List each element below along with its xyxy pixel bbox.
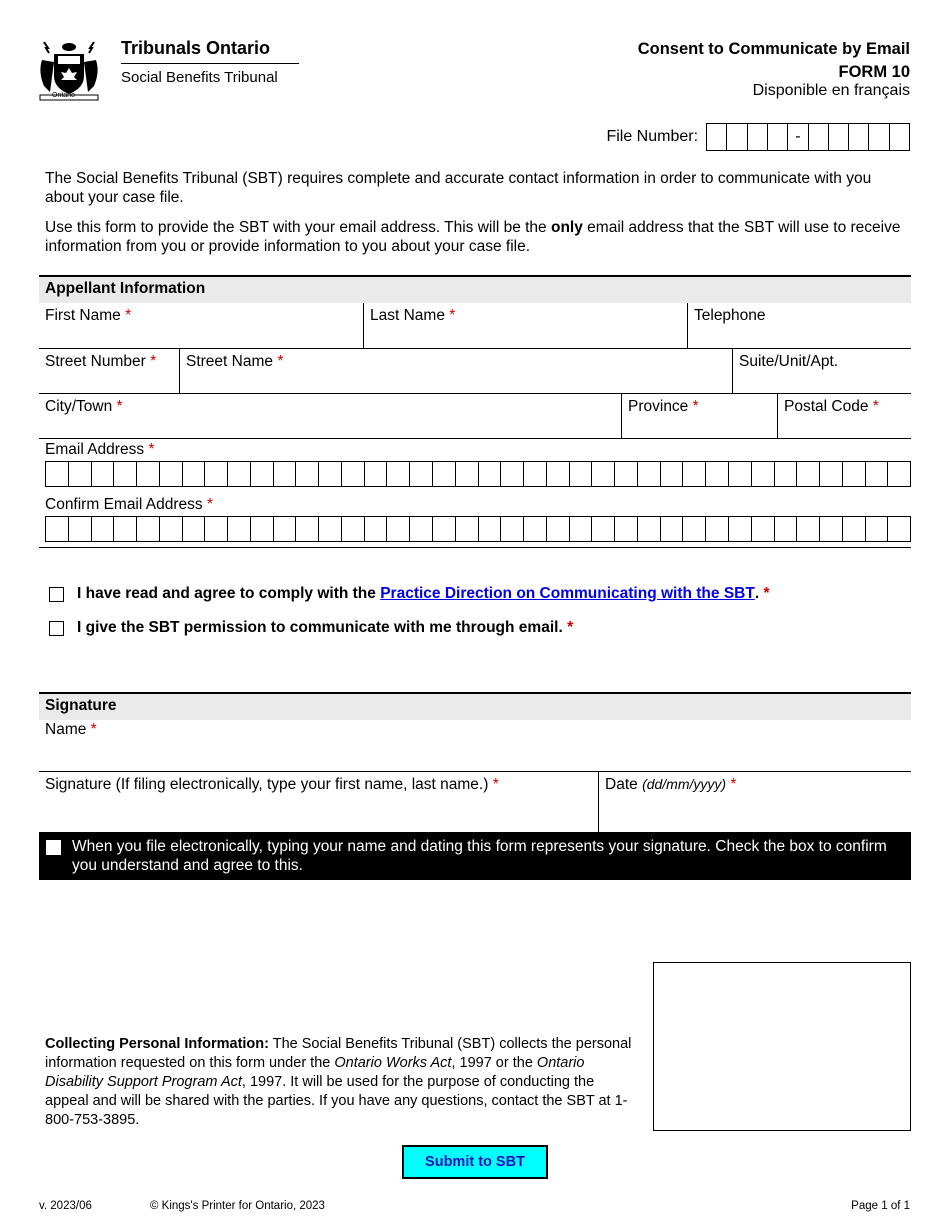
province-field[interactable]: [621, 394, 777, 438]
email-char-cell[interactable]: [775, 517, 798, 541]
confirm-email-label-block: [45, 496, 213, 514]
email-char-cell[interactable]: [160, 462, 183, 486]
email-char-cell[interactable]: [160, 517, 183, 541]
email-char-cell[interactable]: [365, 517, 388, 541]
email-char-cell[interactable]: [251, 462, 274, 486]
intro-text-span: Use this form to provide the SBT with your email address. This will be the: [45, 219, 551, 236]
email-char-cell[interactable]: [205, 462, 228, 486]
street-name-field[interactable]: [179, 349, 732, 393]
submit-button[interactable]: Submit to SBT: [402, 1145, 548, 1179]
file-number-digit[interactable]: [748, 124, 768, 150]
file-number-digit[interactable]: [707, 124, 727, 150]
email-char-cell[interactable]: [866, 462, 889, 486]
required-mark: *: [125, 307, 132, 324]
email-char-cell[interactable]: [683, 517, 706, 541]
email-char-cell[interactable]: [729, 462, 752, 486]
org-name: Tribunals Ontario: [121, 38, 271, 58]
file-number-digit[interactable]: [869, 124, 889, 150]
electronic-signature-text: When you file electronically, typing your name and dating this form represents your signature. Check the box to confirm you understand and agree to this.: [72, 838, 887, 874]
first-name-label: First Name: [45, 307, 121, 324]
first-name-field[interactable]: [39, 303, 363, 348]
agree-practice-direction-line: [49, 585, 770, 603]
required-mark: *: [277, 353, 284, 370]
email-char-cell[interactable]: [592, 462, 615, 486]
email-char-cell[interactable]: [661, 462, 684, 486]
signature-field[interactable]: [39, 772, 598, 832]
required-mark: *: [449, 307, 456, 324]
email-char-cell[interactable]: [797, 517, 820, 541]
file-number-digit[interactable]: [829, 124, 849, 150]
electronic-signature-confirm-bar: [39, 832, 911, 880]
org-divider: [121, 63, 299, 64]
required-mark: *: [872, 398, 879, 415]
email-char-cell[interactable]: [866, 517, 889, 541]
form-number: FORM 10: [838, 63, 910, 81]
email-char-cell[interactable]: [775, 462, 798, 486]
email-char-cell[interactable]: [137, 517, 160, 541]
practice-direction-link[interactable]: Practice Direction on Communicating with the SBT: [380, 585, 755, 602]
telephone-field[interactable]: [687, 303, 911, 348]
required-mark: *: [150, 353, 157, 370]
email-char-cell[interactable]: [387, 462, 410, 486]
email-char-cell[interactable]: [456, 517, 479, 541]
intro-text: [45, 169, 905, 267]
signature-name-label: Name: [45, 721, 87, 738]
email-char-cell[interactable]: [365, 462, 388, 486]
email-char-cell[interactable]: [592, 517, 615, 541]
file-number-digit[interactable]: [809, 124, 829, 150]
email-char-cell[interactable]: [456, 462, 479, 486]
last-name-field[interactable]: [363, 303, 687, 348]
signature-date-row: [39, 772, 911, 832]
street-number-label: Street Number: [45, 353, 146, 370]
privacy-act-name: Ontario Works Act: [334, 1055, 452, 1071]
email-char-cell[interactable]: [46, 517, 69, 541]
intro-text-span: email address that the SBT will use to receive information from you or provide information to you about your case file.: [45, 219, 901, 255]
email-char-cell[interactable]: [615, 517, 638, 541]
privacy-text: The Social Benefits Tribunal (SBT) collects the personal information requested on this form under the: [45, 1036, 632, 1071]
email-char-cell[interactable]: [570, 462, 593, 486]
required-mark: *: [116, 398, 123, 415]
city-row: [39, 394, 911, 439]
electronic-signature-checkbox[interactable]: [46, 840, 61, 855]
suite-label: Suite/Unit/Apt.: [739, 353, 839, 370]
required-mark: *: [492, 776, 499, 793]
email-char-cell[interactable]: [843, 462, 866, 486]
email-char-cell[interactable]: [342, 462, 365, 486]
email-char-cell[interactable]: [752, 517, 775, 541]
email-permission-text: I give the SBT permission to communicate with me through email.: [77, 619, 563, 636]
province-label: Province: [628, 398, 689, 415]
street-number-field[interactable]: [39, 349, 179, 393]
email-char-cell[interactable]: [661, 517, 684, 541]
section-divider: [39, 547, 911, 548]
email-char-cell[interactable]: [410, 517, 433, 541]
french-availability: Disponible en français: [752, 82, 910, 99]
email-char-cell[interactable]: [342, 517, 365, 541]
confirm-email-input[interactable]: [45, 516, 911, 542]
intro-paragraph-2: [45, 218, 905, 256]
email-char-cell[interactable]: [501, 517, 524, 541]
email-char-cell[interactable]: [638, 462, 661, 486]
email-char-cell[interactable]: [228, 462, 251, 486]
required-mark: *: [692, 398, 699, 415]
email-char-cell[interactable]: [410, 462, 433, 486]
date-format: (dd/mm/yyyy): [642, 776, 727, 792]
email-char-cell[interactable]: [797, 462, 820, 486]
email-input[interactable]: [45, 461, 911, 487]
email-char-cell[interactable]: [888, 517, 911, 541]
email-char-cell[interactable]: [296, 462, 319, 486]
email-char-cell[interactable]: [638, 517, 661, 541]
email-char-cell[interactable]: [683, 462, 706, 486]
last-name-label: Last Name: [370, 307, 445, 324]
email-char-cell[interactable]: [615, 462, 638, 486]
email-char-cell[interactable]: [433, 462, 456, 486]
email-char-cell[interactable]: [706, 517, 729, 541]
email-char-cell[interactable]: [274, 462, 297, 486]
email-char-cell[interactable]: [820, 462, 843, 486]
email-label: Email Address: [45, 441, 145, 458]
signature-name-field[interactable]: [39, 720, 911, 771]
required-mark: *: [730, 776, 737, 793]
agree-practice-direction-checkbox[interactable]: [49, 587, 64, 602]
email-permission-checkbox[interactable]: [49, 621, 64, 636]
street-name-label: Street Name: [186, 353, 274, 370]
email-char-cell[interactable]: [46, 462, 69, 486]
privacy-heading: Collecting Personal Information:: [45, 1036, 269, 1052]
footer-copyright: © Kings's Printer for Ontario, 2023: [150, 1200, 325, 1212]
email-char-cell[interactable]: [319, 517, 342, 541]
email-char-cell[interactable]: [114, 517, 137, 541]
email-char-cell[interactable]: [547, 517, 570, 541]
file-number-boxes: [706, 123, 910, 151]
email-char-cell[interactable]: [524, 462, 547, 486]
intro-paragraph-1: The Social Benefits Tribunal (SBT) requires complete and accurate contact information in order to communicate with you about your case file.: [45, 170, 872, 206]
signature-label: Signature (If filing electronically, type your first name, last name.): [45, 776, 489, 793]
email-char-cell[interactable]: [524, 517, 547, 541]
email-char-cell[interactable]: [888, 462, 911, 486]
privacy-text: , 1997. It will be used for the purpose of conducting the appeal and will be shared with the parties. If you have any questions, contact the SBT at 1-800-753-3895.: [45, 1074, 628, 1128]
form-title-block: [638, 38, 910, 84]
email-char-cell[interactable]: [69, 517, 92, 541]
required-mark: *: [567, 619, 574, 636]
privacy-act-name: Ontario Disability Support Program Act: [45, 1055, 585, 1090]
email-char-cell[interactable]: [433, 517, 456, 541]
confirm-email-label: Confirm Email Address: [45, 496, 203, 513]
footer-version: v. 2023/06: [39, 1200, 92, 1212]
appellant-section-heading: Appellant Information: [39, 275, 911, 303]
city-label: City/Town: [45, 398, 113, 415]
email-char-cell[interactable]: [92, 517, 115, 541]
postal-code-label: Postal Code: [784, 398, 869, 415]
file-number-digit[interactable]: [768, 124, 788, 150]
required-mark: *: [763, 585, 770, 602]
file-number-label: File Number:: [606, 128, 699, 145]
file-number-digit[interactable]: [849, 124, 869, 150]
email-char-cell[interactable]: [228, 517, 251, 541]
privacy-text: , 1997 or the: [451, 1055, 537, 1071]
file-number-digit[interactable]: [727, 124, 747, 150]
postal-code-field[interactable]: [777, 394, 911, 438]
email-char-cell[interactable]: [387, 517, 410, 541]
email-char-cell[interactable]: [752, 462, 775, 486]
email-char-cell[interactable]: [729, 517, 752, 541]
signature-name-row: [39, 720, 911, 772]
agree-text-end: .: [754, 585, 760, 602]
email-char-cell[interactable]: [319, 462, 342, 486]
email-char-cell[interactable]: [296, 517, 319, 541]
footer-page-number: Page 1 of 1: [851, 1200, 910, 1212]
email-char-cell[interactable]: [251, 517, 274, 541]
file-number-digit[interactable]: [890, 124, 910, 150]
date-field[interactable]: [598, 772, 911, 832]
suite-field[interactable]: [732, 349, 911, 393]
email-char-cell[interactable]: [501, 462, 524, 486]
street-row: [39, 349, 911, 394]
email-char-cell[interactable]: [137, 462, 160, 486]
email-char-cell[interactable]: [820, 517, 843, 541]
required-mark: *: [206, 496, 213, 513]
email-char-cell[interactable]: [274, 517, 297, 541]
date-label: Date: [605, 776, 638, 793]
logo-wordmark: Ontario: [52, 92, 75, 99]
office-stamp-box: [653, 962, 911, 1131]
name-row: [39, 303, 911, 349]
email-label-block: [45, 441, 154, 459]
email-char-cell[interactable]: [547, 462, 570, 486]
email-permission-line: [49, 619, 573, 637]
email-char-cell[interactable]: [183, 462, 206, 486]
form-title: Consent to Communicate by Email: [637, 40, 910, 58]
required-mark: *: [90, 721, 97, 738]
email-char-cell[interactable]: [479, 517, 502, 541]
telephone-label: Telephone: [694, 307, 766, 324]
email-char-cell[interactable]: [183, 517, 206, 541]
city-field[interactable]: [39, 394, 621, 438]
email-char-cell[interactable]: [479, 462, 502, 486]
email-char-cell[interactable]: [205, 517, 228, 541]
email-char-cell[interactable]: [570, 517, 593, 541]
org-subtitle: Social Benefits Tribunal: [121, 69, 278, 86]
email-char-cell[interactable]: [69, 462, 92, 486]
privacy-notice: [45, 1035, 635, 1130]
signature-section-heading: Signature: [39, 692, 911, 720]
email-char-cell[interactable]: [706, 462, 729, 486]
agree-text: I have read and agree to comply with the: [77, 585, 376, 602]
email-char-cell[interactable]: [843, 517, 866, 541]
file-number-field: [606, 123, 910, 151]
email-char-cell[interactable]: [92, 462, 115, 486]
intro-emphasis: only: [550, 219, 583, 236]
required-mark: *: [148, 441, 155, 458]
email-char-cell[interactable]: [114, 462, 137, 486]
file-number-separator: -: [788, 124, 808, 150]
